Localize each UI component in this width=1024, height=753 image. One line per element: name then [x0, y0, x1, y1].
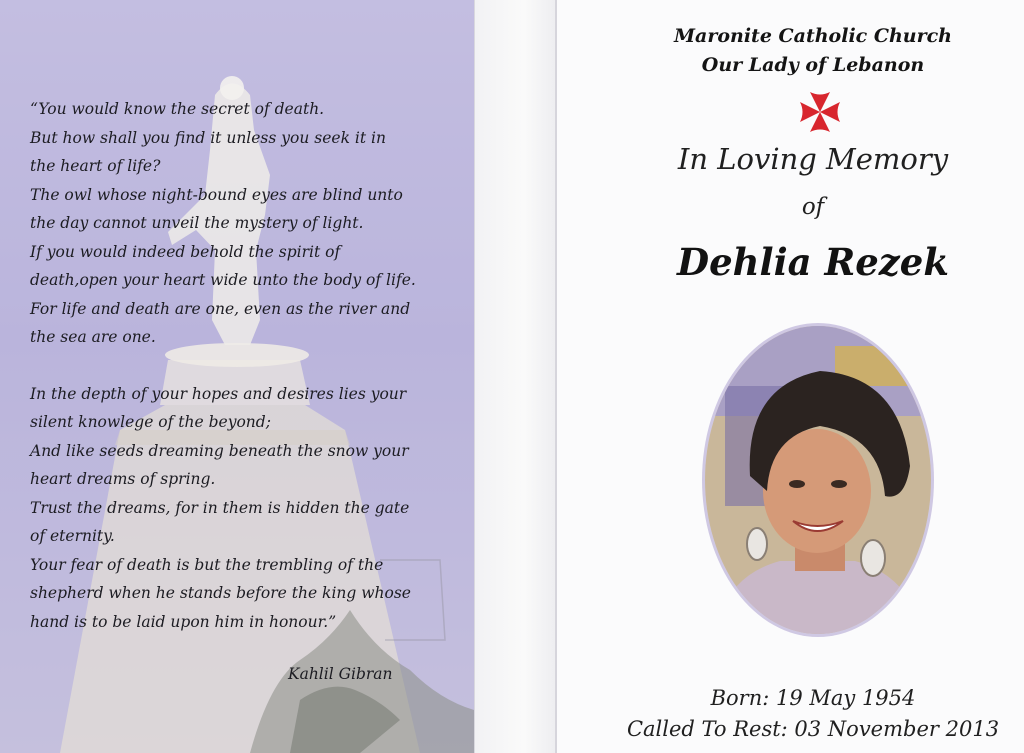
poem-line: silent knowlege of the beyond; [30, 413, 271, 431]
portrait-illustration [705, 326, 931, 634]
poem-line: of eternity. [30, 527, 115, 545]
stanza-gap [30, 352, 450, 380]
memorial-of: of [801, 194, 825, 220]
poem-line: the heart of life? [30, 157, 161, 175]
poem-line: But how shall you find it unless you seek it in [30, 128, 386, 147]
birth-date: Born: 19 May 1954 [710, 686, 916, 710]
poem-line: Your fear of death is but the trembling of the [30, 555, 384, 574]
poem-line: If you would indeed behold the spirit of [30, 242, 341, 261]
death-date: Called To Rest: 03 November 2013 [626, 717, 1000, 741]
poem-line: hand is to be laid upon him in honour.” [30, 612, 337, 631]
poem-line: In the depth of your hopes and desires lies your [30, 384, 407, 403]
church-name: Maronite Catholic Church [674, 25, 952, 47]
church-header [557, 22, 1024, 80]
deceased-name: Dehlia Rezek [677, 240, 949, 284]
poem-panel [0, 0, 474, 753]
poem-author: Kahlil Gibran [288, 665, 393, 683]
poem-line: the sea are one. [30, 328, 156, 346]
poem-line: Trust the dreams, for in them is hidden the gate [30, 498, 410, 517]
parish-name: Our Lady of Lebanon [701, 54, 925, 76]
poem-text [30, 95, 450, 636]
memorial-title: In Loving Memory [677, 142, 949, 176]
portrait-photo [705, 326, 931, 634]
poem-line: the day cannot unveil the mystery of light. [30, 214, 364, 232]
poem-line: The owl whose night-bound eyes are blind unto [30, 185, 403, 204]
poem-line: And like seeds dreaming beneath the snow your [30, 441, 409, 460]
poem-line: death,open your heart wide unto the body of life. [30, 271, 416, 289]
poem-line: heart dreams of spring. [30, 470, 216, 488]
maltese-cross-icon [796, 88, 844, 136]
poem-line: “You would know the secret of death. [30, 100, 325, 118]
card-gutter [474, 0, 557, 753]
poem-line: shepherd when he stands before the king whose [30, 584, 411, 602]
poem-line: For life and death are one, even as the river and [30, 299, 411, 318]
